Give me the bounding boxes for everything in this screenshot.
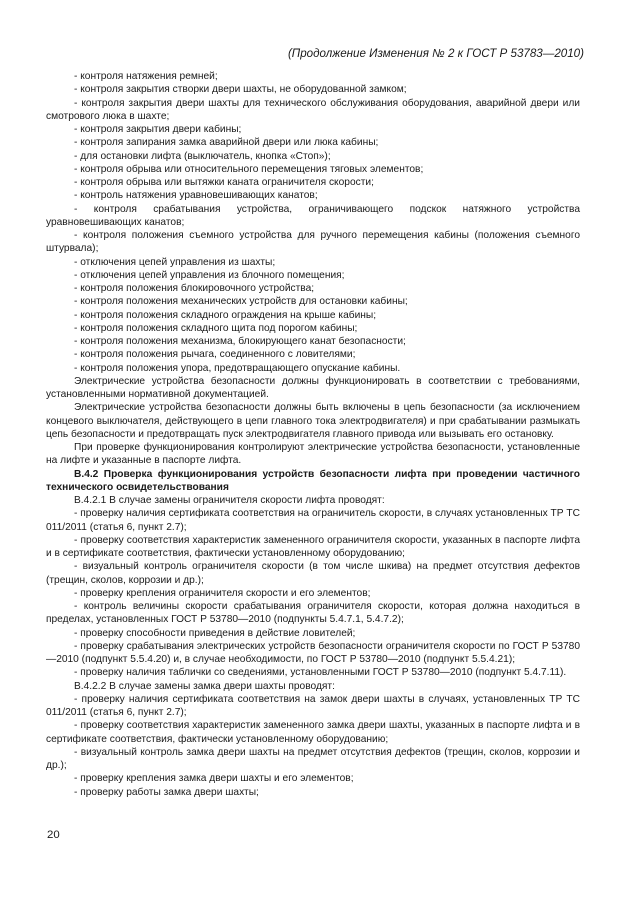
paragraph: Электрические устройства безопасности должны функционировать в соответствии с требованиями, установленными нормативной документацией.	[46, 375, 580, 400]
paragraph: - контроля положения складного ограждения на крыше кабины;	[74, 309, 377, 321]
page-header: (Продолжение Изменения № 2 к ГОСТ Р 53783—2010)	[287, 47, 584, 60]
paragraph: - проверку наличия сертификата соответствия на ограничитель скорости, в случаях установленных ТР ТС 011/2011 (статья 6, пункт 2.7);	[46, 508, 580, 533]
paragraph: - проверку крепления замка двери шахты и его элементов;	[74, 773, 354, 785]
paragraph: - контроля срабатывания устройства, ограничивающего подскок натяжного устройства уравновешивающих канатов;	[46, 203, 580, 228]
paragraph: - проверку работы замка двери шахты;	[74, 786, 259, 798]
paragraph: - для остановки лифта (выключатель, кнопка «Стоп»);	[74, 150, 331, 162]
section-heading: В.4.2 Проверка функционирования устройств безопасности лифта при проведении частичного технического освидетельствования	[46, 468, 580, 493]
paragraph: - контроль величины скорости срабатывания ограничителя скорости, которая должна находиться в пределах, установленных ГОСТ Р 53780—2010 (подпункты 5.4.7.1, 5.4.7.2);	[46, 601, 580, 626]
paragraph: В.4.2.2 В случае замены замка двери шахты проводят:	[74, 680, 335, 692]
paragraph: В.4.2.1 В случае замены ограничителя скорости лифта проводят:	[74, 495, 385, 506]
paragraph: - контроля положения рычага, соединенного с ловителями;	[74, 349, 356, 361]
paragraph: - отключения цепей управления из блочного помещения;	[74, 269, 345, 281]
paragraph: - контроль натяжения уравновешивающих канатов;	[74, 190, 318, 202]
paragraph: - контроля закрытия двери шахты для технического обслуживания оборудования, аварийной двери или смотрового люка в шахте;	[46, 97, 580, 122]
paragraph: - контроля закрытия двери кабины;	[74, 124, 242, 135]
paragraph: - контроля положения складного щита под порогом кабины;	[74, 322, 358, 334]
paragraph: - контроля положения упора, предотвращающего опускание кабины.	[74, 362, 401, 374]
paragraph: - контроля натяжения ремней;	[74, 71, 218, 82]
paragraph: - контроля положения механизма, блокирующего канат безопасности;	[74, 336, 406, 347]
paragraph: - контроля положения съемного устройства для ручного перемещения кабины (положения съемного штурвала);	[46, 230, 580, 255]
paragraph: - проверку срабатывания электрических устройств безопасности ограничителя скорости по ГОСТ Р 53780—2010 (подпункт 5.5.4.20) и, в случае необходимости, по ГОСТ Р 53780—2010 (подпункт 5.5.4.21);	[46, 640, 580, 665]
paragraph: - проверку соответствия характеристик замененного ограничителя скорости, указанных в паспорте лифта и в сертификате соответствия, фактически установленному оборудованию;	[46, 534, 580, 559]
paragraph: - проверку наличия таблички со сведениями, установленными ГОСТ Р 53780—2010 (подпункт 5.4.7.11).	[74, 667, 567, 679]
paragraph: - контроля закрытия створки двери шахты, не оборудованной замком;	[74, 84, 407, 96]
paragraph: - визуальный контроль замка двери шахты на предмет отсутствия дефектов (трещин, сколов, коррозии и др.);	[46, 746, 580, 771]
paragraph: - проверку наличия сертификата соответствия на замок двери шахты в случаях, установленных ТР ТС 011/2011 (статья 6, пункт 2.7);	[46, 693, 580, 718]
document-body	[46, 70, 580, 799]
paragraph: - визуальный контроль ограничителя скорости (в том числе шкива) на предмет отсутствия дефектов (трещин, сколов, коррозии и др.);	[46, 561, 580, 586]
paragraph: Электрические устройства безопасности должны быть включены в цепь безопасности (за исключением концевого выключателя, действующего в цепи главного тока электродвигателя) и при срабатывании размыкать цепь безопасности и предотвращать пуск электродвигателя главного привода или вызывать его остановку.	[46, 402, 580, 440]
paragraph: - проверку способности приведения в действие ловителей;	[74, 627, 356, 639]
paragraph: - отключения цепей управления из шахты;	[74, 256, 276, 268]
paragraph: - контроля положения механических устройств для остановки кабины;	[74, 296, 408, 308]
paragraph: - контроля обрыва или относительного перемещения тяговых элементов;	[74, 163, 424, 175]
paragraph: - проверку соответствия характеристик замененного замка двери шахты, указанных в паспорте лифта и в сертификате соответствия, фактически установленному оборудованию;	[46, 720, 580, 745]
page-number: 20	[47, 829, 60, 841]
paragraph: - проверку крепления ограничителя скорости и его элементов;	[74, 587, 371, 599]
paragraph: - контроля запирания замка аварийной двери или люка кабины;	[74, 137, 379, 149]
paragraph: При проверке функционирования контролируют электрические устройства безопасности, установленные на лифте и указанные в паспорте лифта.	[46, 442, 580, 467]
paragraph: - контроля положения блокировочного устройства;	[74, 283, 315, 294]
paragraph: - контроля обрыва или вытяжки каната ограничителя скорости;	[74, 177, 374, 188]
